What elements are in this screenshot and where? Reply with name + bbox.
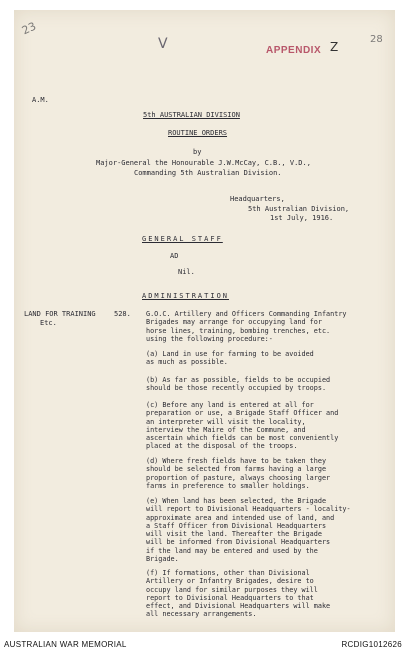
paragraph-line: effect, and Divisional Headquarters will make <box>146 602 331 611</box>
tick-mark: V <box>158 36 168 52</box>
dateline-hq: Headquarters, <box>230 195 285 203</box>
paragraph-line: (f) If formations, other than Divisional <box>146 569 310 577</box>
paragraph-line: a Staff Officer from Divisional Headquarters <box>146 521 327 530</box>
paragraph-e <box>146 497 378 563</box>
paragraph-line: occupy land for similar purposes they will <box>146 585 318 594</box>
paragraph-b <box>146 376 378 393</box>
paragraph-line: (a) Land in use for farming to be avoided <box>146 350 314 358</box>
paragraph-line: will visit the land. Thereafter the Brigade <box>146 530 322 539</box>
by-label: by <box>193 148 202 156</box>
paragraph-line: farms in preference to smaller holdings. <box>146 481 310 490</box>
paragraph-d <box>146 457 378 490</box>
paragraph-line: (d) Where fresh fields have to be taken they <box>146 457 327 465</box>
commander-line-1: Major-General the Honourable J.W.McCay, C.B., V.D., <box>96 159 311 167</box>
footer-archive-name: AUSTRALIAN WAR MEMORIAL <box>4 640 127 649</box>
paragraph-line: report to Divisional Headquarters to that <box>146 593 314 602</box>
administration-heading: ADMINISTRATION <box>142 292 230 300</box>
paragraph-line: (c) Before any land is entered at all for <box>146 401 314 409</box>
paragraph-line: proportion of pasture, always choosing larger <box>146 473 331 482</box>
paragraph-line: (e) When land has been selected, the Brigade <box>146 497 327 505</box>
paragraph-line: if the land may be entered and used by the <box>146 546 318 555</box>
intro-line: horse lines, training, bombing trenches, etc. <box>146 326 331 335</box>
paragraph-line: should be selected from farms having a large <box>146 465 327 474</box>
margin-heading-etc: Etc. <box>40 319 57 327</box>
general-staff-heading: GENERAL STAFF <box>142 235 223 243</box>
order-intro <box>146 310 378 343</box>
nil-label: Nil. <box>178 268 195 276</box>
folio-number: 28 <box>370 34 383 45</box>
paragraph-line: approximate area and intended use of land, and <box>146 513 335 522</box>
appendix-stamp: APPENDIX <box>266 45 322 56</box>
paragraph-line: Brigade. <box>146 555 179 564</box>
paragraph-line: an interpreter will visit the locality, <box>146 417 306 426</box>
intro-line: Brigades may arrange for occupying land for <box>146 318 322 327</box>
paragraph-line: will be informed from Divisional Headquarters <box>146 538 331 547</box>
dateline-date: 1st July, 1916. <box>270 214 334 222</box>
paragraph-line: as much as possible. <box>146 358 228 367</box>
paragraph-f <box>146 569 378 619</box>
pencil-page-number: 23 <box>19 19 39 38</box>
am-label: A.M. <box>32 96 49 104</box>
paragraph-c <box>146 401 378 451</box>
paragraph-line: should be those recently occupied by troops. <box>146 384 327 393</box>
paragraph-a <box>146 350 378 367</box>
commander-line-2: Commanding 5th Australian Division. <box>134 169 282 177</box>
footer-record-id: RCDIG1012626 <box>341 640 402 649</box>
paragraph-line: (b) As far as possible, fields to be occupied <box>146 376 331 384</box>
paragraph-line: Artillery or Infantry Brigades, desire to <box>146 577 314 586</box>
routine-orders-title: ROUTINE ORDERS <box>168 129 228 137</box>
division-title: 5th AUSTRALIAN DIVISION <box>143 111 240 119</box>
paragraph-line: all necessary arrangements. <box>146 610 257 619</box>
ad-label: AD <box>170 252 179 260</box>
order-number: 528. <box>114 310 131 318</box>
paragraph-line: ascertain which fields can be most conveniently <box>146 434 339 443</box>
paragraph-line: will report to Divisional Headquarters - locality- <box>146 505 351 514</box>
margin-heading-land: LAND FOR TRAINING <box>24 310 96 318</box>
dateline-division: 5th Australian Division, <box>248 205 350 213</box>
paragraph-line: interview the Maire of the Commune, and <box>146 425 306 434</box>
paragraph-line: preparation or use, a Brigade Staff Officer and <box>146 409 339 418</box>
paragraph-line: placed at the disposal of the troops. <box>146 442 298 451</box>
appendix-handwritten-mark: Z <box>330 40 339 54</box>
intro-line: using the following procedure:- <box>146 334 273 343</box>
intro-line: G.O.C. Artillery and Officers Commanding Infantry <box>146 310 347 318</box>
